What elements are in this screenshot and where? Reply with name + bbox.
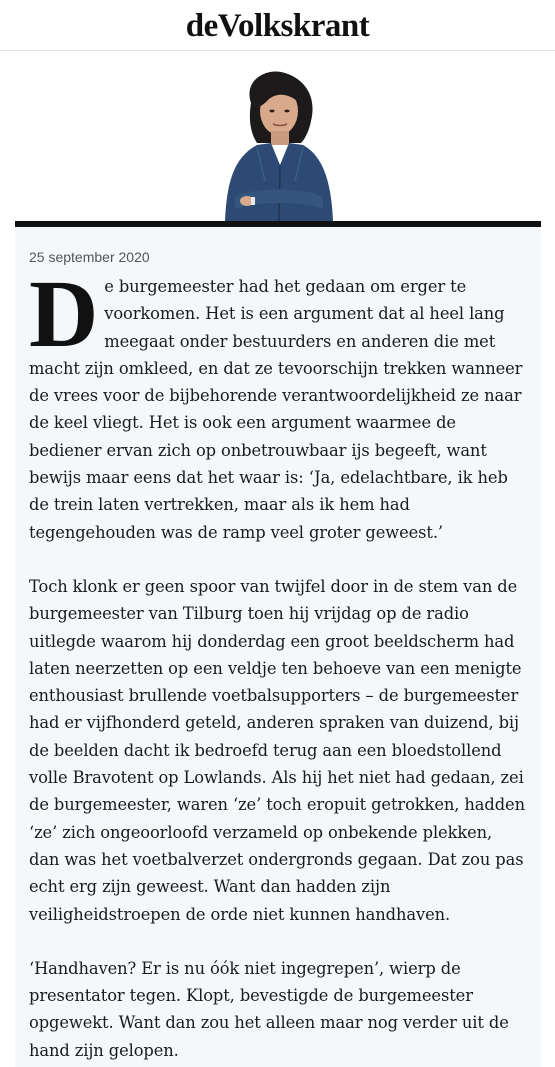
article-paragraph-2: Toch klonk er geen spoor van twijfel door in de stem van de burgemeester van Tilburg toen hij vrijdag op de radio uitlegde waarom hij donderdag een groot beeldscherm had laten neerzetten op een veldje ten behoeve van een menigte enthousiast brullende voetbalsupporters – de burgemeester had er vijfhonderd geteld, anderen spraken van duizend, bij de beelden dacht ik bedroefd terug aan een bloedstollend volle Bravotent op Lowlands. Als hij het niet had gedaan, zei de burgemeester, waren ‘ze’ toch eropuit getrokken, hadden ‘ze’ zich ongeoorloofd verzameld op onbekende plekken, dan was het voetbalverzet ondergronds gegaan. Dat zou pas echt erg zijn geweest. Want dan hadden zijn veiligheidstroepen de orde niet kunnen handhaven.	[29, 576, 525, 924]
drop-cap: D	[29, 260, 99, 367]
masthead	[0, 0, 555, 51]
author-portrait	[213, 69, 343, 221]
paragraph-1-text: e burgemeester had het gedaan om erger te voorkomen. Het is een argument dat al heel lang meegaat onder bestuurders en anderen die met macht zijn omkleed, en dat ze tevoorschijn trekken wanneer de vrees voor de bijbehorende verantwoordelijkheid ze naar de keel vliegt. Het is ook een argument waarmee de bediener ervan zich op onbetrouwbaar ijs begeeft, want bewijs maar eens dat het waar is: ‘Ja, edelachtbare, ik heb de trein laten vertrekken, maar als ik hem had tegengehouden was de ramp veel groter geweest.’	[29, 277, 523, 542]
article-body	[15, 227, 541, 1067]
article-date: 25 september 2020	[29, 249, 150, 265]
volkskrant-logo[interactable]: deVolkskrant	[185, 7, 370, 44]
author-portrait-area	[0, 51, 555, 221]
article-paragraph-1	[29, 260, 527, 546]
article-paragraph-3: ‘Handhaven? Er is nu óók niet ingegrepen’, wierp de presentator tegen. Klopt, bevestigde de burgemeester opgewekt. Want dan zou het alleen maar nog verder uit de hand zijn gelopen.	[29, 958, 509, 1060]
